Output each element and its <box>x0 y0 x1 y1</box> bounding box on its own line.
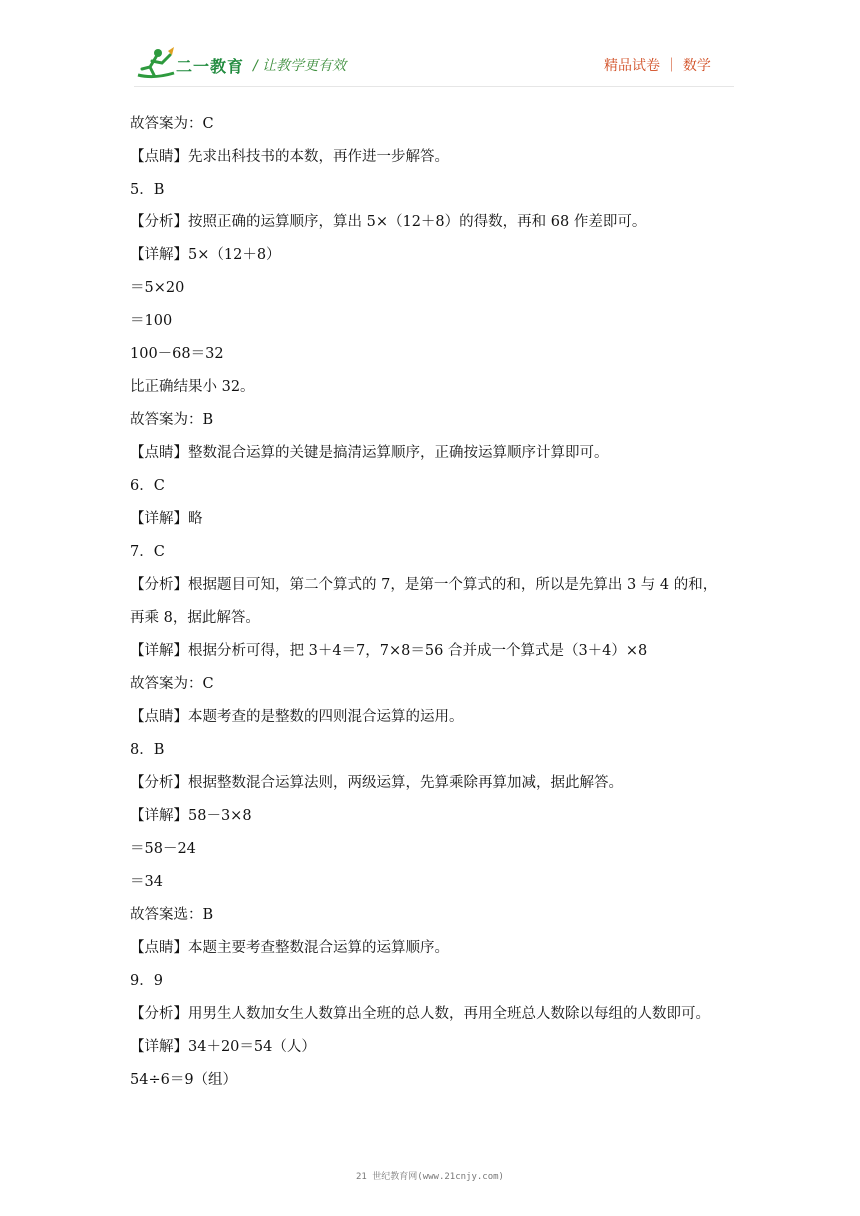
text-line: ＝58－24 <box>130 841 196 857</box>
text-line: ＝34 <box>130 874 163 890</box>
brand-name: 二一教育 <box>176 57 245 76</box>
text-line: 【分析】按照正确的运算顺序，算出 5×（12＋8）的得数，再和 68 作差即可。 <box>130 214 647 230</box>
text-line: 54÷6＝9（组） <box>130 1072 238 1088</box>
text-line: 5．B <box>130 182 165 198</box>
slogan: / 让教学更有效 <box>253 58 347 74</box>
text-line: 【详解】5×（12＋8） <box>130 247 281 263</box>
header-category: 精品试卷 ｜ 数学 <box>604 58 711 74</box>
text-line: 【点睛】本题考查的是整数的四则混合运算的运用。 <box>130 709 464 725</box>
page-footer: 21 世纪教育网(www.21cnjy.com) <box>356 1172 504 1182</box>
text-line: 【分析】根据题目可知，第二个算式的 7，是第一个算式的和，所以是先算出 3 与 4 的和， <box>130 577 718 593</box>
text-line: 6．C <box>130 478 165 494</box>
text-line: 【分析】根据整数混合运算法则，两级运算，先算乘除再算加减，据此解答。 <box>130 775 623 791</box>
text-line: 【详解】略 <box>130 511 203 527</box>
text-line: 再乘 8，据此解答。 <box>130 610 260 626</box>
text-line: 8．B <box>130 742 165 758</box>
text-line: 故答案为：C <box>130 676 214 692</box>
text-line: 【详解】58－3×8 <box>130 808 252 824</box>
text-line: 故答案为：C <box>130 116 214 132</box>
text-line: 9．9 <box>130 973 163 989</box>
header-divider <box>134 86 734 87</box>
text-line: 【详解】34＋20＝54（人） <box>130 1039 316 1055</box>
text-line: ＝5×20 <box>130 280 185 296</box>
text-line: ＝100 <box>130 313 173 329</box>
text-line: 故答案为：B <box>130 412 214 428</box>
text-line: 【分析】用男生人数加女生人数算出全班的总人数，再用全班总人数除以每组的人数即可。 <box>130 1006 710 1022</box>
text-line: 【详解】根据分析可得，把 3＋4＝7，7×8＝56 合并成一个算式是（3＋4）×8 <box>130 643 648 659</box>
page-header <box>0 0 860 90</box>
text-line: 【点睛】本题主要考查整数混合运算的运算顺序。 <box>130 940 449 956</box>
text-line: 【点睛】整数混合运算的关键是搞清运算顺序，正确按运算顺序计算即可。 <box>130 445 609 461</box>
text-line: 100－68＝32 <box>130 346 224 362</box>
text-line: 【点睛】先求出科技书的本数，再作进一步解答。 <box>130 149 449 165</box>
text-line: 比正确结果小 32。 <box>130 379 255 395</box>
text-line: 7．C <box>130 544 165 560</box>
text-line: 故答案选：B <box>130 907 214 923</box>
